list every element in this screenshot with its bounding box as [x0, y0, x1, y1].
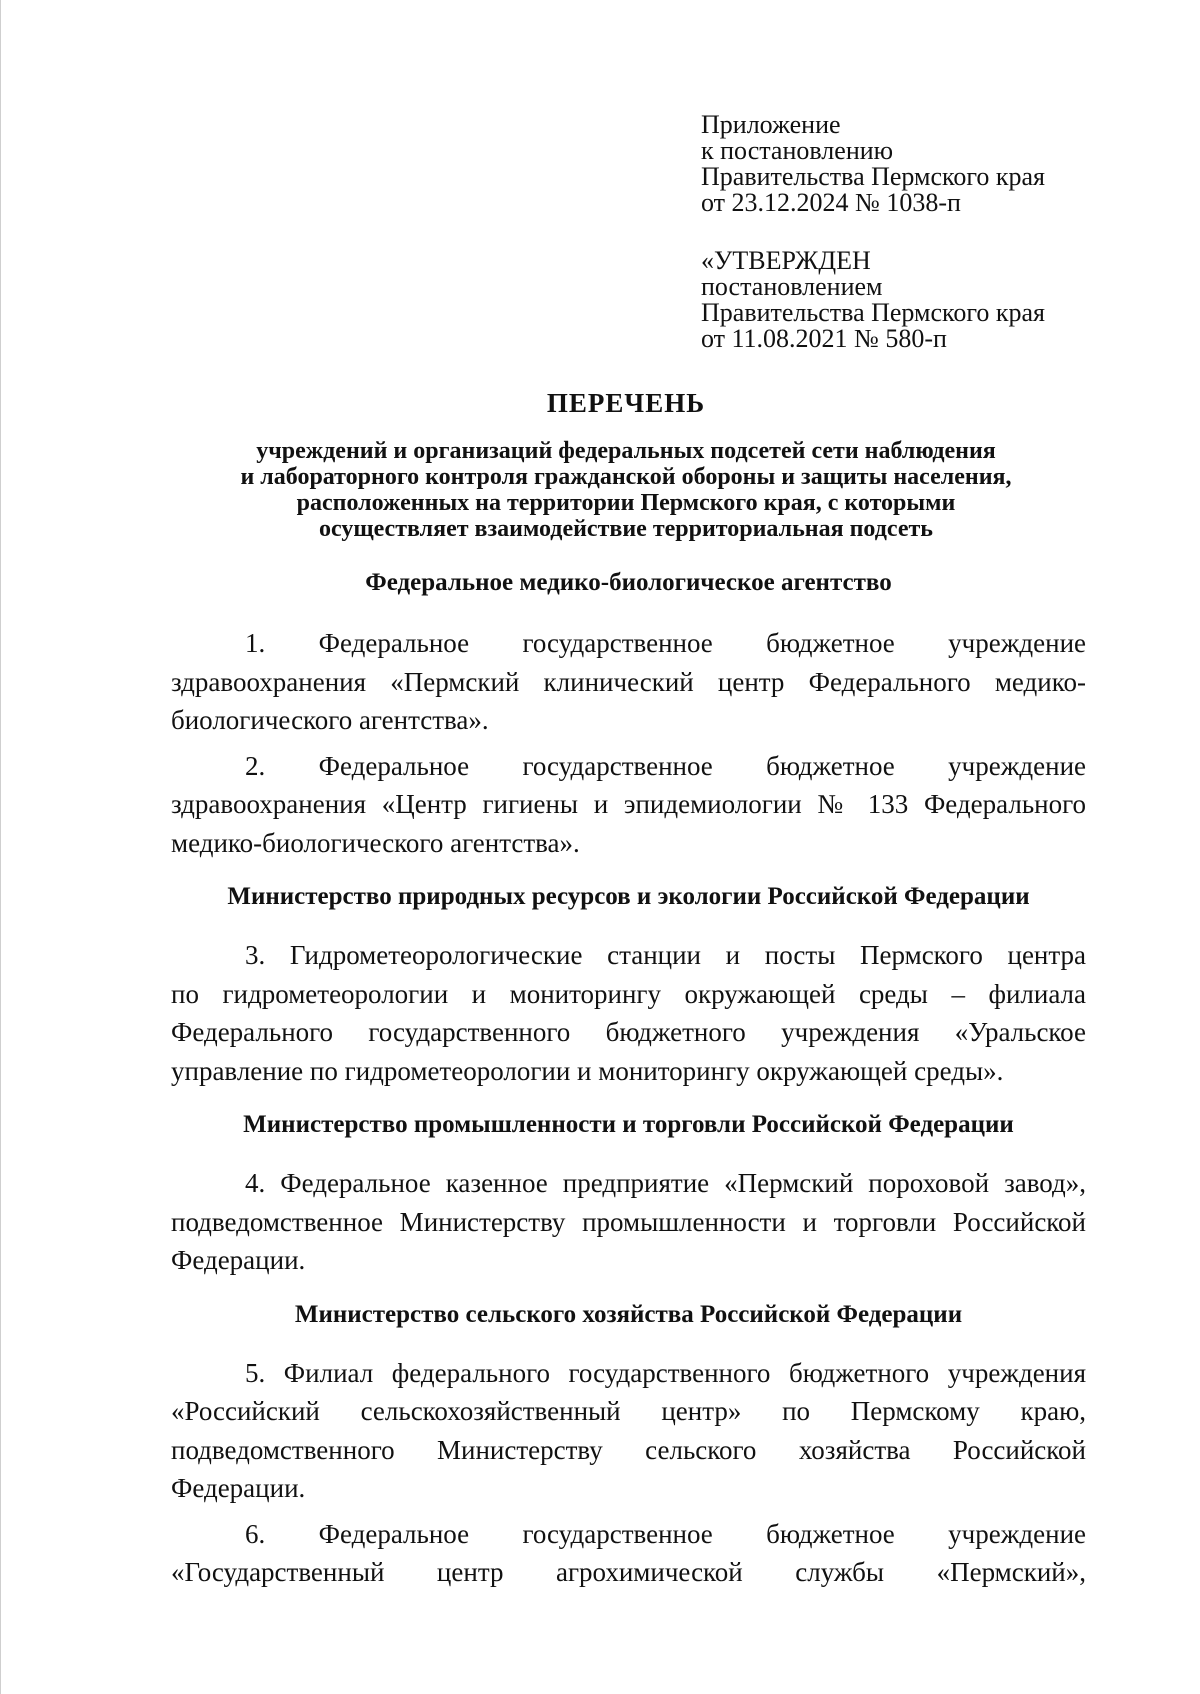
item-line: Федерального государственного бюджетного учреждения «Уральское [171, 1017, 1086, 1047]
section-heading: Министерство природных ресурсов и экологии Российской Федерации [227, 883, 1030, 910]
appendix-line: к постановлению [701, 136, 894, 165]
list-item [171, 1164, 1086, 1280]
document-body [171, 568, 1086, 1592]
item-line: по гидрометеорологии и мониторингу окружающей среды – филиала [171, 978, 1086, 1009]
item-line: Федерации. [171, 1245, 306, 1275]
subtitle-line: и лабораторного контроля гражданской обороны и защиты населения, [240, 464, 1012, 490]
item-line: 3. Гидрометеорологические станции и посты Пермского центра [245, 940, 1086, 970]
approval-line: Правительства Пермского края [701, 298, 1045, 327]
item-line: подведомственного Министерству сельского хозяйства Российской [171, 1434, 1086, 1465]
item-line: 2. Федеральное государственное бюджетное учреждение [245, 750, 1086, 781]
item-line: 4. Федеральное казенное предприятие «Пермский пороховой завод», [245, 1168, 1086, 1198]
approval-line: «УТВЕРЖДЕН [701, 246, 871, 275]
item-line: здравоохранения «Пермский клинический центр Федерального медико- [171, 666, 1086, 697]
appendix-line: Правительства Пермского края [701, 162, 1045, 191]
title-block [161, 388, 1091, 542]
list-item [171, 1354, 1086, 1508]
approval-line: постановлением [701, 272, 883, 301]
item-line: медико-биологического агентства». [171, 827, 580, 858]
list-item [171, 747, 1086, 863]
document-subtitle [161, 438, 1091, 542]
list-item [171, 624, 1086, 740]
document-title: ПЕРЕЧЕНЬ [546, 388, 706, 418]
item-line: 1. Федеральное государственное бюджетное учреждение [245, 628, 1086, 658]
item-line: Федерации. [171, 1473, 306, 1503]
item-line: биологического агентства». [171, 705, 489, 735]
appendix-line: от 23.12.2024 № 1038-п [701, 188, 961, 217]
section-heading: Министерство сельского хозяйства Российской Федерации [294, 1300, 963, 1328]
item-line: подведомственное Министерству промышленности и торговли Российской [171, 1206, 1086, 1237]
subtitle-line: осуществляет взаимодействие территориальная подсеть [319, 516, 933, 542]
item-line: «Российский сельскохозяйственный центр» по Пермскому краю, [171, 1396, 1086, 1426]
approval-block [701, 248, 1045, 352]
appendix-block [701, 112, 1045, 216]
section-heading: Министерство промышленности и торговли Российской Федерации [243, 1111, 1014, 1138]
approval-line: от 11.08.2021 № 580-п [701, 324, 947, 353]
item-line: управление по гидрометеорологии и мониторингу окружающей среды». [171, 1055, 1004, 1086]
item-line: 5. Филиал федерального государственного бюджетного учреждения [245, 1357, 1086, 1388]
section-heading: Федеральное медико-биологическое агентство [365, 569, 892, 596]
appendix-line: Приложение [701, 110, 841, 139]
item-line: «Государственный центр агрохимической службы «Пермский», [171, 1557, 1086, 1587]
subtitle-line: учреждений и организаций федеральных подсетей сети наблюдения [256, 438, 996, 464]
subtitle-line: расположенных на территории Пермского края, с которыми [296, 490, 956, 516]
item-line: здравоохранения «Центр гигиены и эпидемиологии № 133 Федерального [171, 789, 1086, 819]
item-line: 6. Федеральное государственное бюджетное учреждение [245, 1518, 1086, 1549]
list-item [171, 1515, 1086, 1592]
list-item [171, 936, 1086, 1090]
